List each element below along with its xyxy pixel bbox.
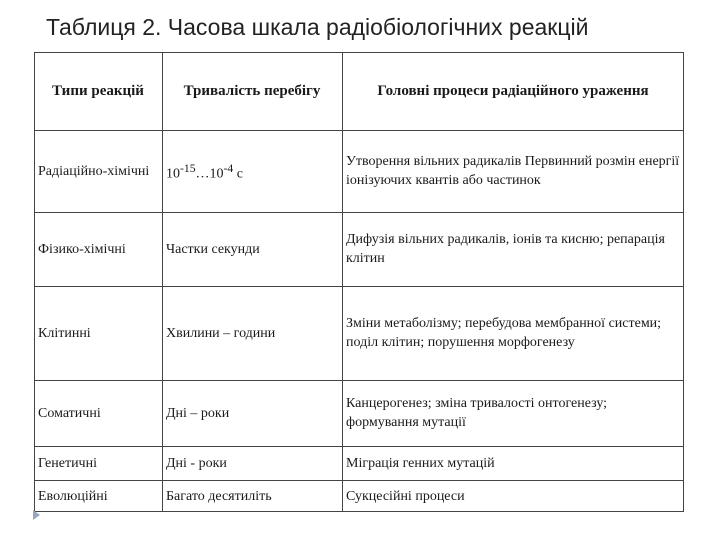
table-cell-processes: Утворення вільних радикалів Первинний розмін енергії іонізуючих квантів або частинок [346,154,680,188]
page-title: Таблиця 2. Часова шкала радіобіологічних реакцій [46,14,589,40]
table-cell-processes: Дифузія вільних радикалів, іонів та кисню; репарація клітин [346,232,665,266]
table-cell-type: Генетичні [38,455,97,471]
table-cell-processes: Канцерогенез; зміна тривалості онтогенезу; формування мутації [346,396,608,430]
table-cell-type: Еволюційні [38,488,108,504]
table-cell-duration: Дні – роки [166,405,230,421]
table-border [34,52,35,512]
table-border [683,52,684,512]
table-border [34,480,684,481]
table-cell-duration: Багато десятиліть [166,488,272,504]
table-cell-duration: Частки секунди [166,241,260,257]
table-cell-type: Соматичні [38,405,101,421]
table-border [34,446,684,447]
duration-power-range: $10^{-15}\dots 10^{-4}$ с [166,161,243,182]
table-border [34,511,684,512]
table-border [34,212,684,213]
header-duration: Тривалість перебігу [183,83,321,99]
table-border [34,380,684,381]
table-cell-processes: Зміни метаболізму; перебудова мембранної системи; поділ клітин; порушення морфогенезу [346,316,662,350]
table-cell-processes: Сукцесійні процеси [346,488,465,504]
table-border [34,130,684,131]
table-cell-type: Клітинні [38,325,91,341]
table-border [342,52,343,512]
table-border [162,52,163,512]
table-cell-type: Радіаційно-хімічні [38,163,150,179]
table-border [34,52,684,53]
table-cell-duration: Дні - роки [166,455,227,471]
table-cell-duration: Хвилини – години [166,325,276,341]
table-cell-type: Фізико-хімічні [38,241,126,257]
header-processes: Головні процеси радіаційного ураження [377,83,649,99]
table-cell-processes: Міграція генних мутацій [346,455,495,471]
slide-nav-arrow-icon[interactable] [33,510,40,520]
table-border [34,286,684,287]
reactions-table [34,52,684,512]
table-cell-duration [162,130,342,212]
header-type: Типи реакцій [52,83,144,99]
